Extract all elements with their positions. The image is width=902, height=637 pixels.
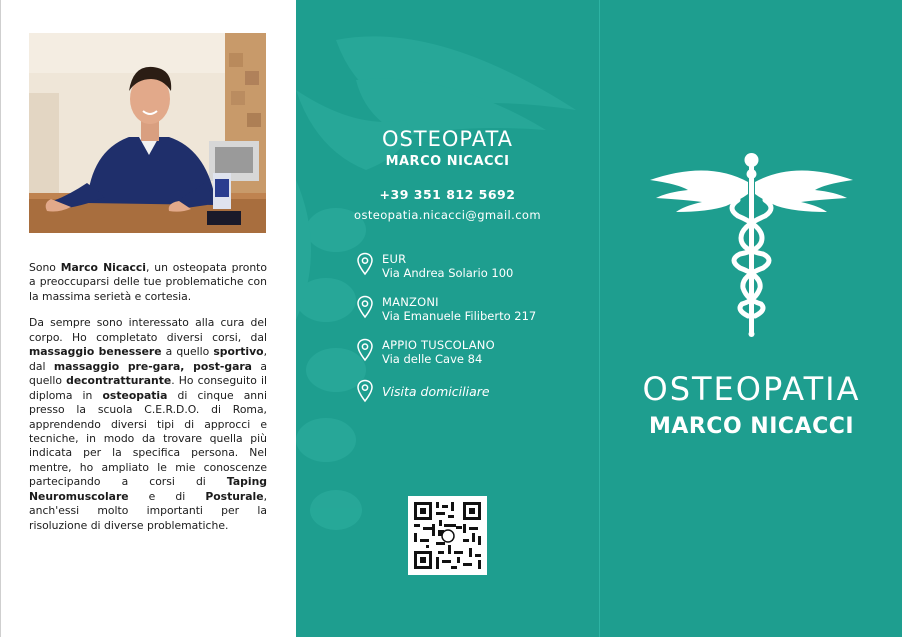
location-manzoni <box>356 295 536 323</box>
bio-text-run: Da sempre sono interessato alla cura del corpo. Ho completato diversi corsi, dal <box>29 316 267 344</box>
bio-highlight: massaggio benessere <box>29 345 162 359</box>
bio-panel <box>0 0 296 637</box>
location-address: Via delle Cave 84 <box>382 352 483 366</box>
location-address: Via Andrea Solario 100 <box>382 266 514 280</box>
bio-text-run: , dal <box>29 345 267 373</box>
bio-text-run: . Ho conseguito il diploma in <box>29 374 267 402</box>
location-pin-icon <box>356 379 374 403</box>
home-visit-label: Visita domiciliare <box>382 383 490 399</box>
cover-subtitle: MARCO NICACCI <box>648 414 855 439</box>
bio-text-run: di cinque anni presso la scuola C.E.R.D.O. di Roma, apprendendo diversi tipi di approcci e tecniche, in modo da trovare quella più indicata per la specifica persona. Nel mentre, ho ampliato le mie conoscenze partecipando a corsi di <box>29 388 267 489</box>
location-name: APPIO TUSCOLANO <box>382 338 495 352</box>
bio-paragraph-2 <box>29 316 267 533</box>
location-pin-icon <box>356 338 374 362</box>
bio-highlight: Marco Nicacci <box>60 261 147 274</box>
profession-title: OSTEOPATA <box>381 127 514 151</box>
contact-panel <box>296 0 599 637</box>
bio-text-run: a quello <box>161 345 214 359</box>
location-pin-icon <box>356 252 374 276</box>
profile-photo <box>29 33 266 233</box>
location-appio-tuscolano <box>356 338 495 366</box>
bio-text-run: e di <box>128 489 206 503</box>
location-address: Via Emanuele Filiberto 217 <box>382 309 537 323</box>
bio-text-run: Sono <box>29 261 61 274</box>
bio-text-run: , un osteopata pronto a preoccuparsi delle tue problematiche con la massima serietà e cortesia. <box>29 261 268 303</box>
location-eur <box>356 252 513 280</box>
phone-number[interactable]: +39 351 812 5692 <box>379 187 516 202</box>
bio-highlight: Taping Neuromuscolare <box>29 475 267 503</box>
location-pin-icon <box>356 295 374 319</box>
caduceus-icon <box>648 150 855 340</box>
qr-code-graphic <box>408 496 487 575</box>
profile-photo-illustration <box>29 33 266 233</box>
bio-highlight: decontratturante <box>66 374 172 388</box>
location-name: MANZONI <box>382 295 439 309</box>
cover-panel <box>599 0 902 637</box>
email-address[interactable]: osteopatia.nicacci@gmail.com <box>354 208 541 222</box>
bio-highlight: sportivo <box>213 345 264 359</box>
bio-highlight: massaggio pre-gara, post-gara <box>53 359 252 373</box>
bio-highlight: osteopatia <box>102 388 168 402</box>
bio-highlight: Posturale <box>205 489 264 503</box>
home-visit <box>356 379 490 403</box>
bio-text <box>29 261 267 545</box>
practitioner-name: MARCO NICACCI <box>385 154 510 169</box>
cover-title: OSTEOPATIA <box>642 370 861 408</box>
bio-paragraph-1 <box>29 261 267 304</box>
bio-text-run: , anch'essi molto importanti per la risoluzione di diverse problematiche. <box>29 489 267 532</box>
qr-code-icon[interactable] <box>408 496 487 575</box>
location-name: EUR <box>382 252 407 266</box>
bio-text-run: a quello <box>29 359 267 388</box>
